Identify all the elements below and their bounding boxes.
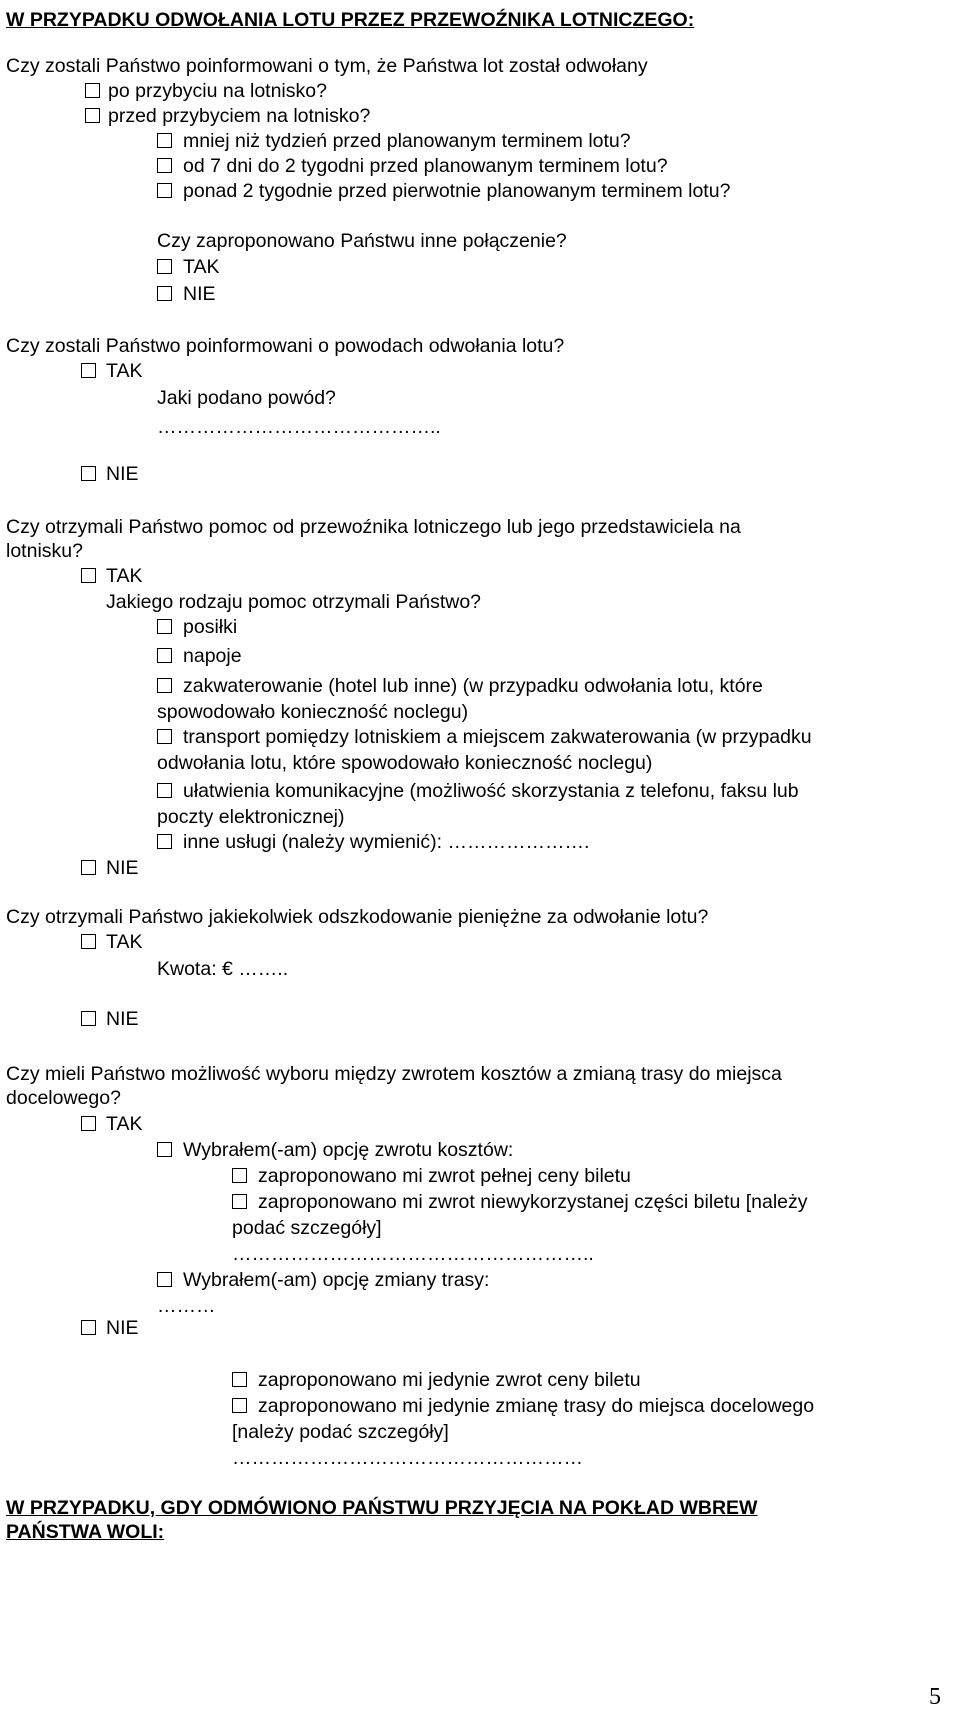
compensation-amount: Kwota: € …….. [157,958,289,980]
meals-label: posiłki [183,616,238,638]
reason-fill-line[interactable]: …………………………………….. [157,416,441,438]
only-reroute-label-line2: [należy podać szczegóły] [232,1421,449,1443]
partial-refund-fill-line[interactable]: ……………………………………………….. [232,1243,594,1265]
option-label-on-arrival: po przybyciu na lotnisko? [108,80,327,102]
communication-label-line2: poczty elektronicznej) [157,806,345,828]
assistance-no-label: NIE [106,857,139,879]
checkbox-drinks[interactable] [157,648,172,663]
transport-label-line2: odwołania lotu, które spowodowało konieczność noclegu) [157,752,653,774]
checkbox-over-2-weeks[interactable] [157,183,172,198]
reroute-fill-line[interactable]: ……… [157,1295,216,1317]
full-refund-label: zaproponowano mi zwrot pełnej ceny biletu [258,1165,631,1187]
checkbox-only-refund[interactable] [232,1372,247,1387]
partial-refund-label-line1: zaproponowano mi zwrot niewykorzystanej części biletu [należy [258,1191,808,1213]
only-reroute-label-line1: zaproponowano mi jedynie zmianę trasy do miejsca docelowego [258,1395,815,1417]
checkbox-assistance-no[interactable] [81,860,96,875]
only-reroute-fill-line[interactable]: ……………………………………………… [232,1447,583,1469]
other-services-label: inne usługi (należy wymienić): …………………. [183,831,590,853]
question-alternative-connection: Czy zaproponowano Państwu inne połączenie? [157,230,567,252]
question-informed-cancellation: Czy zostali Państwo poinformowani o tym, że Państwa lot został odwołany [6,55,648,77]
question-choice-line2: docelowego? [6,1087,121,1109]
choice-yes-label: TAK [106,1113,143,1135]
only-refund-label: zaproponowano mi jedynie zwrot ceny biletu [258,1369,641,1391]
communication-label-line1: ułatwienia komunikacyjne (możliwość skorzystania z telefonu, faksu lub [183,780,799,802]
accommodation-label-line2: spowodowało konieczność noclegu) [157,701,469,723]
checkbox-reason-no[interactable] [81,466,96,481]
alt-yes-label: TAK [183,256,220,278]
reason-no-label: NIE [106,463,139,485]
option-label-over-2-weeks: ponad 2 tygodnie przed pierwotnie planowanym terminem lotu? [183,180,731,202]
checkbox-reroute-choice[interactable] [157,1272,172,1287]
partial-refund-label-line2: podać szczegóły] [232,1217,382,1239]
question-choice-line1: Czy mieli Państwo możliwość wyboru między zwrotem kosztów a zmianą trasy do miejsca [6,1063,782,1085]
checkbox-only-reroute[interactable] [232,1398,247,1413]
checkbox-compensation-no[interactable] [81,1011,96,1026]
section-heading-denied-boarding-line1: W PRZYPADKU, GDY ODMÓWIONO PAŃSTWU PRZYJĘCIA NA POKŁAD WBREW [6,1497,758,1519]
choice-no-label: NIE [106,1317,139,1339]
alt-no-label: NIE [183,283,216,305]
checkbox-communication[interactable] [157,783,172,798]
question-assistance-line1: Czy otrzymali Państwo pomoc od przewoźnika lotniczego lub jego przedstawiciela na [6,516,741,538]
question-cancellation-reason: Czy zostali Państwo poinformowani o powodach odwołania lotu? [6,335,565,357]
accommodation-label-line1: zakwaterowanie (hotel lub inne) (w przypadku odwołania lotu, które [183,675,763,697]
question-compensation: Czy otrzymali Państwo jakiekolwiek odszkodowanie pieniężne za odwołanie lotu? [6,906,709,928]
reroute-choice-label: Wybrałem(-am) opcję zmiany trasy: [183,1269,490,1291]
compensation-no-label: NIE [106,1008,139,1030]
refund-choice-label: Wybrałem(-am) opcję zwrotu kosztów: [183,1139,514,1161]
reason-given-label: Jaki podano powód? [157,387,336,409]
checkbox-transport[interactable] [157,729,172,744]
reason-yes-label: TAK [106,360,143,382]
drinks-label: napoje [183,645,242,667]
assistance-yes-label: TAK [106,565,143,587]
checkbox-refund-choice[interactable] [157,1142,172,1157]
checkbox-partial-refund[interactable] [232,1194,247,1209]
checkbox-assistance-yes[interactable] [81,568,96,583]
checkbox-other-services[interactable] [157,834,172,849]
checkbox-alt-no[interactable] [157,286,172,301]
checkbox-full-refund[interactable] [232,1168,247,1183]
checkbox-on-arrival[interactable] [85,83,100,98]
checkbox-choice-no[interactable] [81,1320,96,1335]
checkbox-alt-yes[interactable] [157,259,172,274]
checkbox-7-days-2-weeks[interactable] [157,158,172,173]
option-label-before-arrival: przed przybyciem na lotnisko? [108,105,371,127]
checkbox-accommodation[interactable] [157,678,172,693]
transport-label-line1: transport pomiędzy lotniskiem a miejscem zakwaterowania (w przypadku [183,726,812,748]
assistance-kind-label: Jakiego rodzaju pomoc otrzymali Państwo? [106,591,482,613]
section-heading-cancellation: W PRZYPADKU ODWOŁANIA LOTU PRZEZ PRZEWOŹNIKA LOTNICZEGO: [6,9,695,31]
checkbox-less-than-week[interactable] [157,133,172,148]
question-assistance-line2: lotnisku? [6,540,83,562]
option-label-7-days-2-weeks: od 7 dni do 2 tygodni przed planowanym terminem lotu? [183,155,668,177]
page-number: 5 [929,1684,941,1710]
compensation-yes-label: TAK [106,931,143,953]
checkbox-meals[interactable] [157,619,172,634]
checkbox-choice-yes[interactable] [81,1116,96,1131]
section-heading-denied-boarding-line2: PAŃSTWA WOLI: [6,1521,165,1543]
checkbox-compensation-yes[interactable] [81,934,96,949]
checkbox-before-arrival[interactable] [85,108,100,123]
option-label-less-than-week: mniej niż tydzień przed planowanym terminem lotu? [183,130,631,152]
checkbox-reason-yes[interactable] [81,363,96,378]
